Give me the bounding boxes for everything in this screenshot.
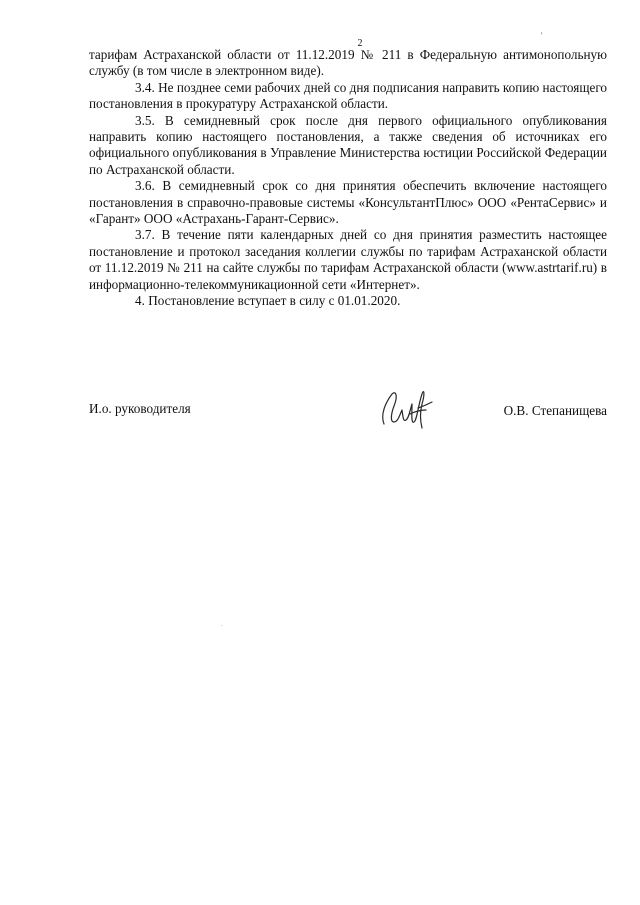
- paragraph-3-6: 3.6. В семидневный срок со дня принятия обеспечить включение настоящего постановления в справочно-правовые системы «КонсультантПлюс» ООО «РентаСервис» и «Гарант» ООО «Астрахань-Гарант-Сервис».: [89, 178, 607, 227]
- paragraph-3-4: 3.4. Не позднее семи рабочих дней со дня подписания направить копию настоящего постановления в прокуратуру Астраханской области.: [89, 79, 607, 112]
- paragraph-4: 4. Постановление вступает в силу с 01.01.2020.: [135, 293, 401, 309]
- signatory-position: И.о. руководителя: [89, 401, 191, 416]
- scan-mark: ': [541, 31, 543, 40]
- handwritten-signature: [376, 384, 434, 434]
- paragraph-continuation: тарифам Астраханской области от 11.12.2019 № 211 в Федеральную антимонопольную службу (в том числе в электронном виде).: [89, 47, 607, 79]
- scan-mark: .: [221, 622, 223, 628]
- paragraph-3-7: 3.7. В течение пяти календарных дней со дня принятия разместить настоящее постановление и протокол заседания коллегии службы по тарифам Астраханской области от 11.12.2019 № 211 на сайте службы по тарифам Астраханской области (www.astrtarif.ru) в информационно-телекоммуникационной сети «Интернет».: [89, 227, 607, 292]
- page-number: 2: [357, 38, 363, 49]
- signatory-name: О.В. Степанищева: [503, 403, 607, 418]
- paragraph-3-5: 3.5. В семидневный срок после дня первого официального опубликования направить копию настоящего постановления, а также сведения об источниках его официального опубликования в Управление Министерства юстиции Российской Федерации по Астраханской области.: [89, 112, 607, 177]
- document-body: [89, 47, 607, 310]
- signature-block: [89, 384, 607, 444]
